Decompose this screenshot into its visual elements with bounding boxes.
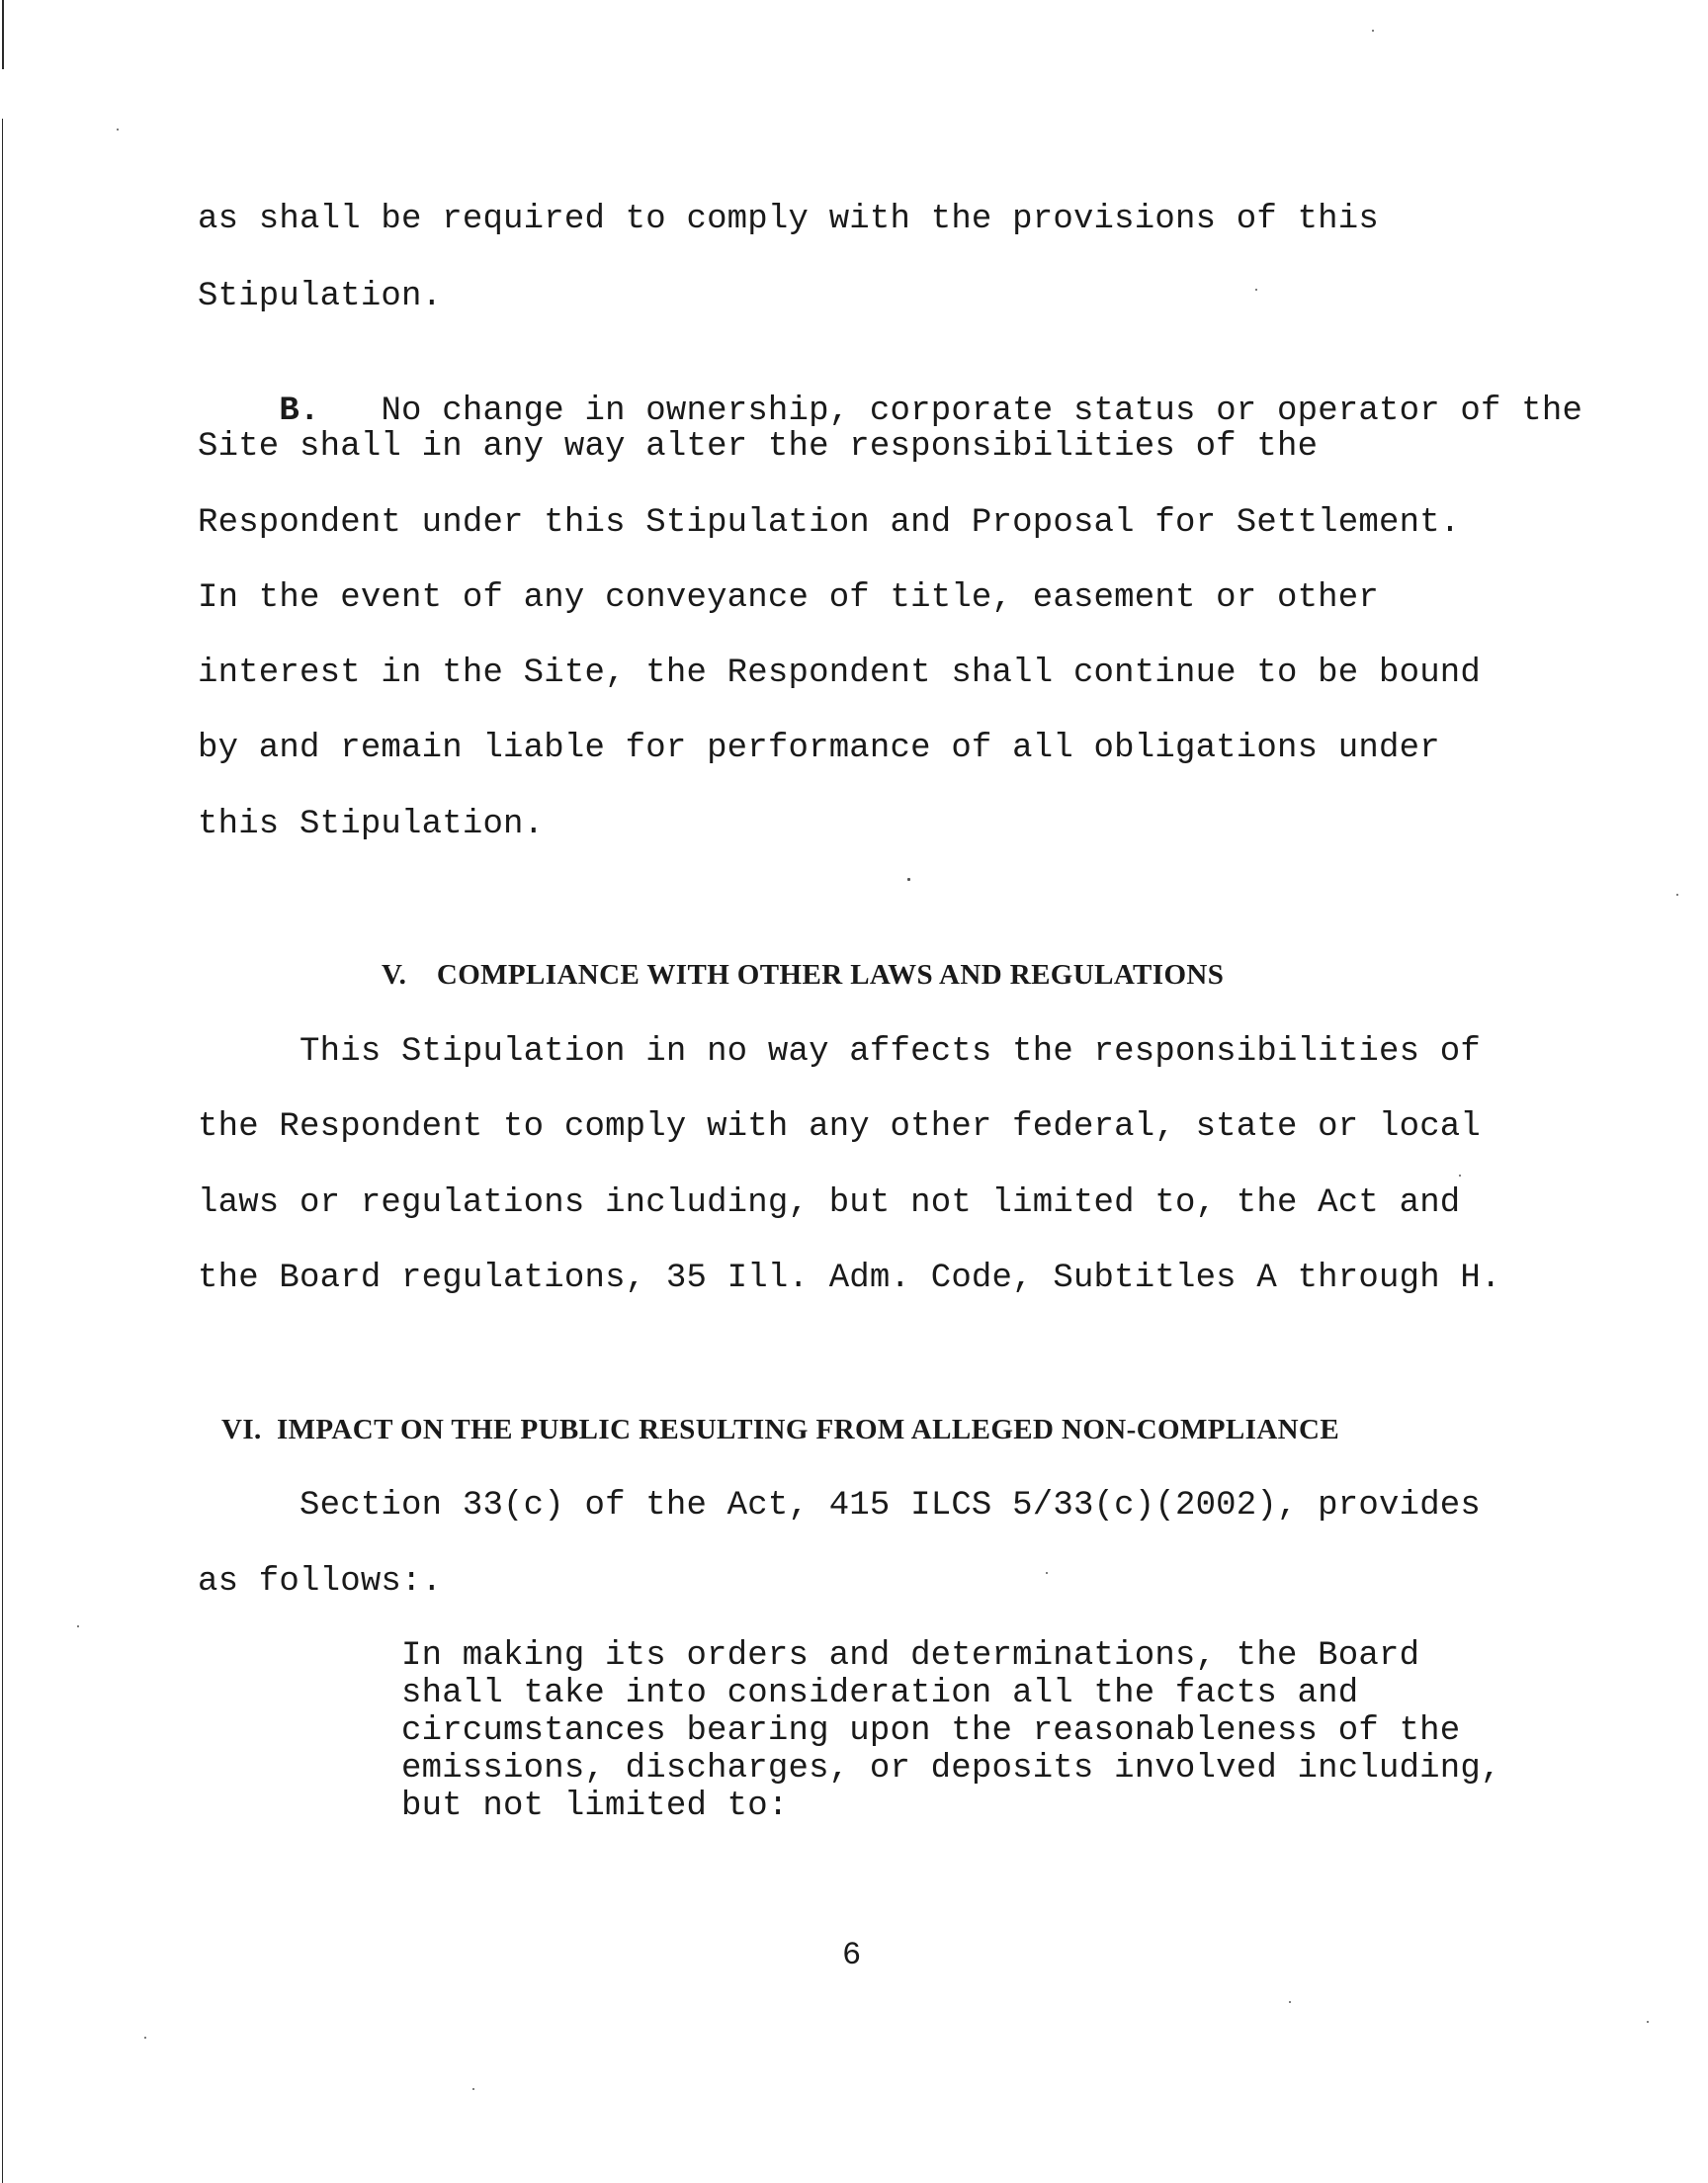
scan-speck	[1372, 30, 1374, 32]
scan-speck	[1046, 1572, 1048, 1574]
scan-speck	[1459, 1175, 1461, 1177]
scan-edge-line	[2, 119, 3, 2183]
body-line: Section 33(c) of the Act, 415 ILCS 5/33(c)(2002), provides	[198, 1487, 1482, 1525]
body-line: Stipulation.	[198, 278, 443, 315]
section-b-label: B.	[279, 393, 320, 430]
scan-speck	[117, 129, 119, 131]
body-line: In the event of any conveyance of title, easement or other	[198, 579, 1379, 617]
scan-speck	[144, 2037, 146, 2039]
body-line: interest in the Site, the Respondent shall continue to be bound	[198, 655, 1482, 692]
scan-speck	[1647, 2021, 1649, 2023]
section-b-text: No change in ownership, corporate status or operator of the	[381, 393, 1583, 430]
scan-speck	[472, 2088, 474, 2090]
body-line: This Stipulation in no way affects the responsibilities of	[198, 1033, 1482, 1071]
scan-speck	[1676, 894, 1678, 896]
body-line: laws or regulations including, but not limited to, the Act and	[198, 1184, 1461, 1222]
scan-speck	[1289, 2001, 1291, 2003]
scan-edge-line	[2, 0, 4, 69]
body-line: as follows:.	[198, 1563, 443, 1601]
section-v-heading: V. COMPLIANCE WITH OTHER LAWS AND REGULATIONS	[382, 959, 1225, 991]
section-vi-heading: VI. IMPACT ON THE PUBLIC RESULTING FROM ALLEGED NON-COMPLIANCE	[221, 1414, 1340, 1445]
scan-speck	[77, 1625, 79, 1627]
body-line: the Respondent to comply with any other federal, state or local	[198, 1108, 1482, 1146]
body-line: as shall be required to comply with the provisions of this	[198, 201, 1379, 238]
body-line: by and remain liable for performance of all obligations under	[198, 730, 1440, 767]
body-line: the Board regulations, 35 Ill. Adm. Code, Subtitles A through H.	[198, 1260, 1501, 1297]
statute-quote: In making its orders and determinations, the Board shall take into consideration all the facts and circumstances bearing upon the reasonableness of the emissions, discharges, or deposits involved including, but not limited to:	[401, 1637, 1501, 1825]
scan-speck	[1255, 289, 1257, 291]
scan-speck	[907, 878, 910, 881]
page-number: 6	[842, 1937, 862, 1973]
body-line: this Stipulation.	[198, 806, 545, 843]
body-line: Respondent under this Stipulation and Proposal for Settlement.	[198, 504, 1461, 542]
body-line: Site shall in any way alter the responsibilities of the	[198, 428, 1319, 466]
